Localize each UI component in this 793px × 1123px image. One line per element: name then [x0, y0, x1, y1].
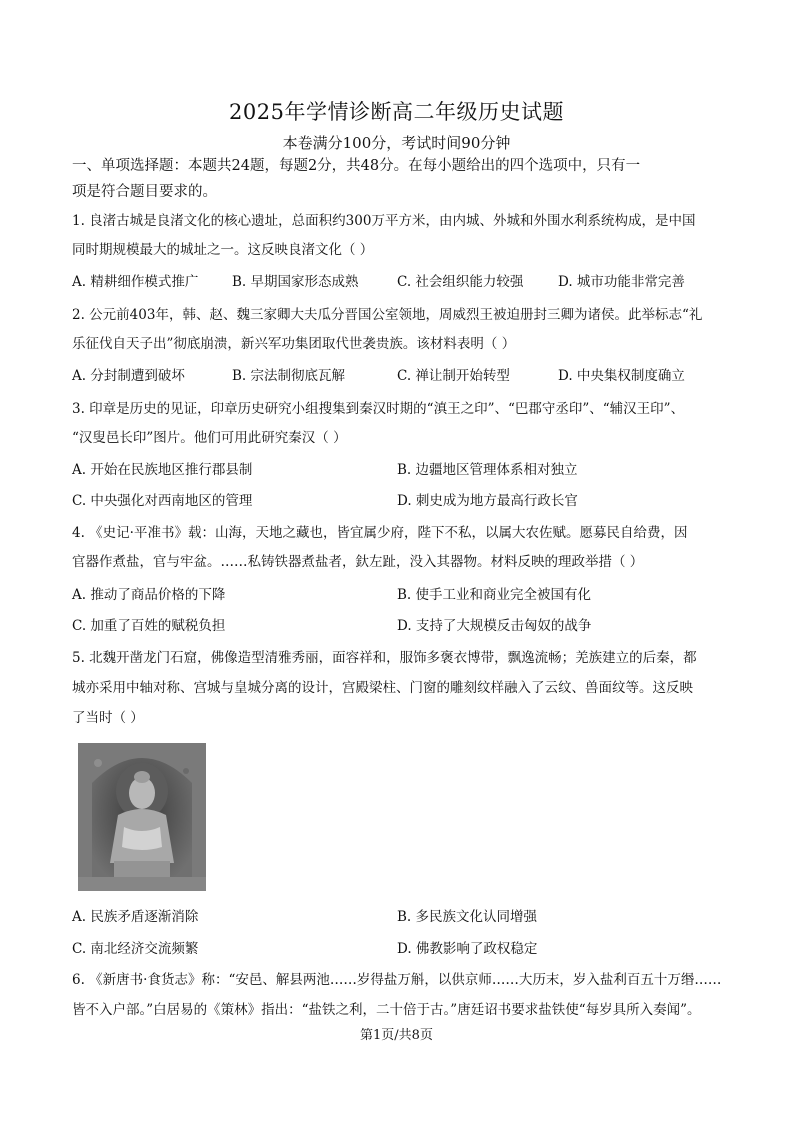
- q3-stem-line2: “汉叟邑长印”图片。他们可用此研究秦汉（ ）: [72, 430, 347, 446]
- q2-stem-line2: 乐征伐自天子出”彻底崩溃，新兴军功集团取代世袭贵族。该材料表明（ ）: [72, 336, 516, 352]
- buddha-statue-icon: [78, 743, 206, 891]
- q5-option-c: C. 南北经济交流频繁: [72, 941, 199, 957]
- q1-option-b: B. 早期国家形态成熟: [232, 274, 359, 290]
- q3-option-a: A. 开始在民族地区推行郡县制: [72, 462, 253, 478]
- q1-option-a: A. 精耕细作模式推广: [72, 274, 199, 290]
- section-heading-line1: 一、单项选择题：本题共24题，每题2分，共48分。在每小题给出的四个选项中，只有一: [72, 158, 641, 174]
- exam-title: 2025年学情诊断高二年级历史试题: [229, 100, 564, 124]
- q5-stem-line2: 城亦采用中轴对称、宫城与皇城分离的设计，宫殿梁柱、门窗的雕刻纹样融入了云纹、兽面纹等。这反映: [72, 680, 693, 696]
- exam-subtitle: 本卷满分100分，考试时间90分钟: [282, 134, 511, 152]
- section-heading-line2: 项是符合题目要求的。: [72, 184, 217, 200]
- q6-stem-line1: 6. 《新唐书·食货志》称：“安邑、解县两池……岁得盐万斛，以供京师……大历末，岁入盐利百五十万缗……: [72, 972, 722, 988]
- q1-stem-line2: 同时期规模最大的城址之一。这反映良渚文化（ ）: [72, 242, 374, 258]
- q4-stem-line1: 4. 《史记·平准书》载：山海，天地之藏也，皆宜属少府，陛下不私，以属大农佐赋。愿募民自给费，因: [72, 525, 688, 541]
- q1-option-d: D. 城市功能非常完善: [558, 274, 685, 290]
- q2-option-a: A. 分封制遭到破坏: [72, 368, 185, 384]
- q4-stem-line2: 官器作煮盐，官与牢盆。……私铸铁器煮盐者，釱左趾，没入其器物。材料反映的理政举措（ ）: [72, 554, 644, 570]
- q5-stem-line3: 了当时（ ）: [72, 710, 144, 726]
- q3-option-b: B. 边疆地区管理体系相对独立: [397, 462, 578, 478]
- q1-stem-line1: 1. 良渚古城是良渚文化的核心遗址，总面积约300万平方米，由内城、外城和外围水利系统构成，是中国: [72, 213, 696, 229]
- q5-option-b: B. 多民族文化认同增强: [397, 909, 538, 925]
- q5-option-a: A. 民族矛盾逐渐消除: [72, 909, 199, 925]
- q1-option-c: C. 社会组织能力较强: [397, 274, 524, 290]
- buddha-statue-photo: [78, 743, 206, 891]
- q3-stem-line1: 3. 印章是历史的见证，印章历史研究小组搜集到秦汉时期的“滇王之印”、“巴郡守丞印”、“辅汉王印”、: [72, 401, 685, 417]
- q4-option-c: C. 加重了百姓的赋税负担: [72, 618, 226, 634]
- q3-option-c: C. 中央强化对西南地区的管理: [72, 493, 253, 509]
- page-number: 第1页/共8页: [360, 1028, 433, 1043]
- q3-option-d: D. 刺史成为地方最高行政长官: [397, 493, 578, 509]
- q2-stem-line1: 2. 公元前403年，韩、赵、魏三家卿大夫瓜分晋国公室领地，周威烈王被迫册封三卿为诸侯。此举标志“礼: [72, 307, 703, 323]
- q6-stem-line2: 皆不入户部。”白居易的《策林》指出：“盐铁之利，二十倍于古。”唐廷诏书要求盐铁使“每岁具所入奏闻”。: [72, 1002, 701, 1018]
- q5-option-d: D. 佛教影响了政权稳定: [397, 941, 538, 957]
- q4-option-d: D. 支持了大规模反击匈奴的战争: [397, 618, 592, 634]
- q2-option-b: B. 宗法制彻底瓦解: [232, 368, 346, 384]
- q4-option-a: A. 推动了商品价格的下降: [72, 587, 226, 603]
- q4-option-b: B. 使手工业和商业完全被国有化: [397, 587, 592, 603]
- q2-option-d: D. 中央集权制度确立: [558, 368, 685, 384]
- q2-option-c: C. 禅让制开始转型: [397, 368, 510, 384]
- q5-stem-line1: 5. 北魏开凿龙门石窟，佛像造型清雅秀丽，面容祥和，服饰多褒衣博带，飘逸流畅；羌族建立的后秦，都: [72, 650, 697, 666]
